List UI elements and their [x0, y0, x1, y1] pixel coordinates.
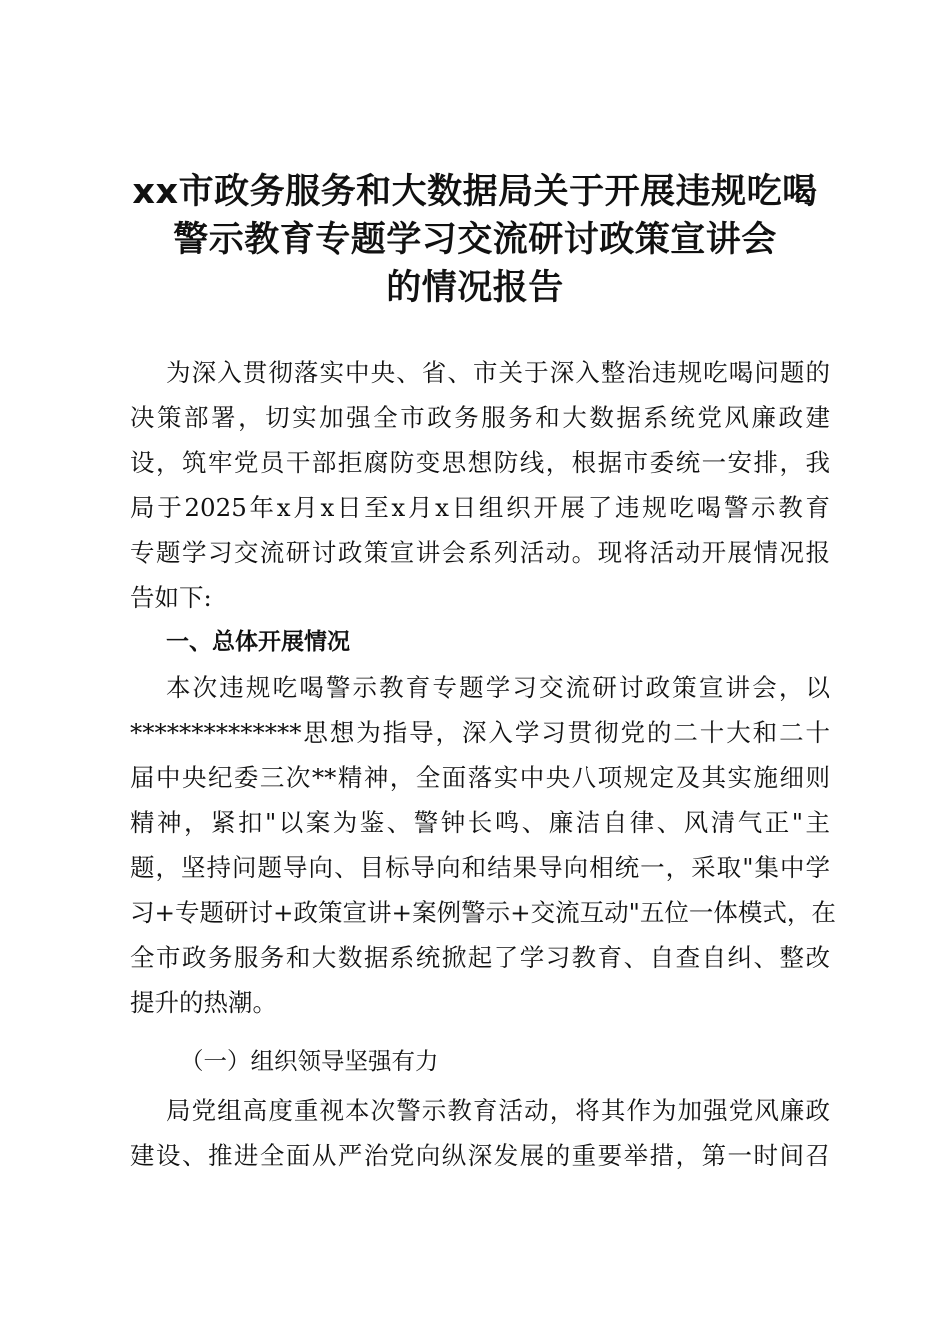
title-line-1: xx市政务服务和大数据局关于开展违规吃喝 [132, 172, 818, 212]
title-line-2: 警示教育专题学习交流研讨政策宣讲会 [173, 220, 777, 260]
intro-line-2: 决策部署，切实加强全市政务服务和大数据系统党风廉政建 [130, 403, 830, 432]
intro-line-3: 设，筑牢党员干部拒腐防变思想防线，根据市委统一安排，我 [130, 448, 830, 477]
section-heading-overview: 一、总体开展情况 [166, 629, 350, 655]
intro-line-6: 告如下: [130, 583, 212, 612]
overview-line-5: 题，坚持问题导向、目标导向和结果导向相统一，采取"集中学 [130, 853, 830, 882]
overview-line-8: 提升的热潮。 [130, 988, 277, 1017]
overview-line-2: **************思想为指导，深入学习贯彻党的二十大和二十 [130, 718, 830, 747]
document-title [120, 168, 830, 312]
leadership-line-2: 建设、推进全面从严治党向纵深发展的重要举措，第一时间召 [130, 1141, 830, 1170]
leadership-paragraph [130, 1088, 830, 1178]
overview-line-7: 全市政务服务和大数据系统掀起了学习教育、自查自纠、整改 [130, 943, 830, 972]
overview-paragraph [130, 665, 836, 1025]
leadership-line-1: 局党组高度重视本次警示教育活动，将其作为加强党风廉政 [166, 1096, 830, 1125]
overview-line-1: 本次违规吃喝警示教育专题学习交流研讨政策宣讲会，以 [166, 673, 830, 702]
overview-line-4: 精神，紧扣"以案为鉴、警钟长鸣、廉洁自律、风清气正"主 [130, 808, 830, 837]
document-body [130, 350, 836, 1178]
intro-paragraph [130, 350, 830, 620]
intro-line-4: 局于2025年x月x日至x月x日组织开展了违规吃喝警示教育 [130, 493, 830, 522]
title-line-3: 的情况报告 [386, 268, 564, 308]
overview-line-6: 习+专题研讨+政策宣讲+案例警示+交流互动"五位一体模式，在 [130, 898, 836, 927]
overview-line-3: 届中央纪委三次**精神，全面落实中央八项规定及其实施细则 [130, 763, 830, 792]
intro-line-5: 专题学习交流研讨政策宣讲会系列活动。现将活动开展情况报 [130, 538, 830, 567]
intro-line-1: 为深入贯彻落实中央、省、市关于深入整治违规吃喝问题的 [166, 358, 830, 387]
subsection-heading-leadership: （一）组织领导坚强有力 [180, 1047, 439, 1075]
